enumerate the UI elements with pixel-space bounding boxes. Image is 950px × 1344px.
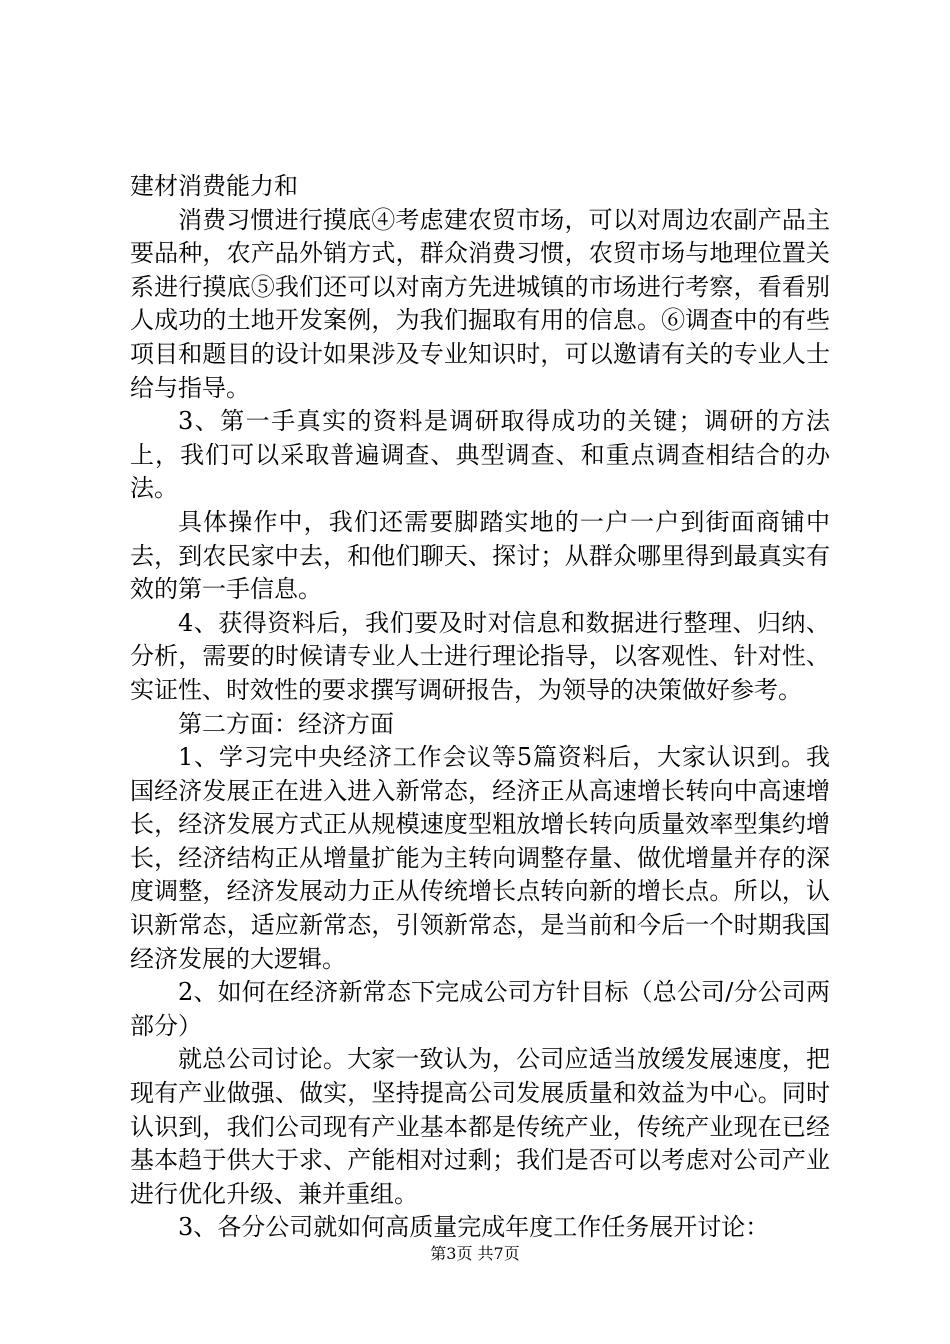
page-number: 第3页 共7页 xyxy=(430,1244,520,1263)
paragraph: 就总公司讨论。大家一致认为，公司应适当放缓发展速度，把现有产业做强、做实，坚持提高公司发展质量和效益为中心。同时认识到，我们公司现有产业基本都是传统产业，传统产业现在已经基本趋于供大于求、产能相对过剩；我们是否可以考虑对公司产业进行优化升级、兼并重组。 xyxy=(130,1045,830,1208)
paragraph: 4、获得资料后，我们要及时对信息和数据进行整理、归纳、分析，需要的时候请专业人士进行理论指导，以客观性、针对性、实证性、时效性的要求撰写调研报告，为领导的决策做好参考。 xyxy=(130,608,830,704)
paragraph: 建材消费能力和 xyxy=(130,172,298,200)
paragraph: 消费习惯进行摸底④考虑建农贸市场，可以对周边农副产品主要品种，农产品外销方式，群众消费习惯，农贸市场与地理位置关系进行摸底⑤我们还可以对南方先进城镇的市场进行考察，看看别人成功的土地开发案例，为我们掘取有用的信息。⑥调查中的有些项目和题目的设计如果涉及专业知识时，可以邀请有关的专业人士给与指导。 xyxy=(130,205,830,402)
section-heading: 第二方面：经济方面 xyxy=(178,709,394,738)
document-body xyxy=(130,170,830,1245)
paragraph: 3、各分公司就如何高质量完成年度工作任务展开讨论： xyxy=(178,1213,770,1242)
paragraph: 2、如何在经济新常态下完成公司方针目标（总公司/分公司两部分） xyxy=(130,978,830,1040)
paragraph: 3、第一手真实的资料是调研取得成功的关键；调研的方法上，我们可以采取普遍调查、典型调查、和重点调查相结合的办法。 xyxy=(130,407,830,503)
page-footer xyxy=(0,1244,950,1264)
paragraph: 具体操作中，我们还需要脚踏实地的一户一户到街面商铺中去，到农民家中去，和他们聊天、探讨；从群众哪里得到最真实有效的第一手信息。 xyxy=(130,507,830,604)
paragraph: 1、学习完中央经济工作会议等5篇资料后，大家认识到。我国经济发展正在进入进入新常态，经济正从高速增长转向中高速增长，经济发展方式正从规模速度型粗放增长转向质量效率型集约增长，经济结构正从增量扩能为主转向调整存量、做优增量并存的深度调整，经济发展动力正从传统增长点转向新的增长点。所以，认识新常态，适应新常态，引领新常态，是当前和今后一个时期我国经济发展的大逻辑。 xyxy=(130,743,830,973)
